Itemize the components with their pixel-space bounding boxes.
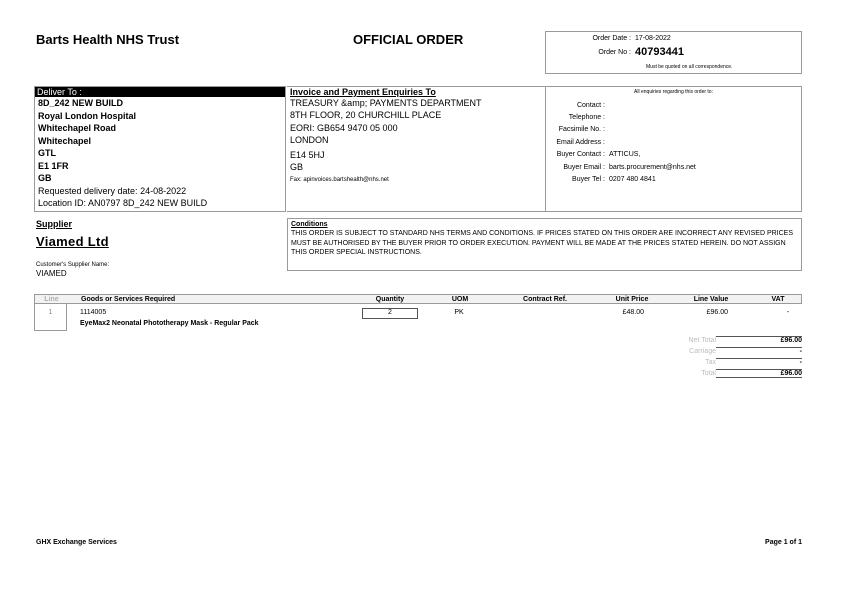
total-label: Total: [701, 370, 716, 377]
row-quantity: 2: [388, 309, 392, 316]
deliver-line: Royal London Hospital: [38, 110, 136, 121]
carriage-label: Carriage: [689, 348, 716, 355]
delivery-date: Requested delivery date: 24-08-2022: [38, 185, 187, 196]
doc-title: OFFICIAL ORDER: [353, 32, 464, 47]
table-row: [34, 304, 802, 332]
order-no: 40793441: [635, 46, 684, 58]
row-code: 1114005: [80, 309, 107, 316]
row-uom: PK: [454, 309, 464, 316]
deliver-line: Whitechapel: [38, 135, 92, 146]
col-line-value: Line Value: [693, 296, 729, 303]
enquiries-heading: All enquiries regarding this order to:: [634, 89, 713, 95]
invoice-fax: Fax: apinvoices.bartshealth@nhs.net: [290, 176, 389, 183]
net-total-value: £96.00: [716, 336, 802, 344]
row-unit-price: £48.00: [622, 309, 644, 316]
supplier-name: Viamed Ltd: [36, 234, 109, 249]
supplier-heading: Supplier: [36, 219, 73, 229]
deliver-box: [34, 86, 286, 212]
col-unit-price: Unit Price: [615, 296, 649, 303]
buyer-contact-value: ATTICUS,: [609, 151, 641, 158]
invoice-line: E14 5HJ: [290, 150, 325, 161]
buyer-tel-label: Buyer Tel :: [572, 176, 605, 183]
customer-supplier-name: VIAMED: [36, 269, 67, 278]
tax-value: -: [716, 358, 802, 366]
buyer-contact-label: Buyer Contact :: [556, 151, 605, 158]
total-value: £96.00: [716, 369, 802, 378]
email-label: Email Address :: [556, 139, 605, 146]
order-no-label: Order No :: [598, 49, 631, 56]
deliver-address: [35, 97, 285, 210]
invoice-heading: Invoice and Payment Enquiries To: [290, 87, 436, 97]
invoice-box: [287, 86, 546, 212]
col-quantity: Quantity: [375, 296, 405, 303]
footer-left: GHX Exchange Services: [36, 539, 117, 546]
net-total-label: Net Total: [688, 337, 716, 344]
invoice-line: EORI: GB654 9470 05 000: [290, 122, 398, 133]
footer-page: Page 1 of 1: [765, 539, 802, 546]
order-date: 17-08-2022: [635, 35, 671, 42]
order-date-label: Order Date :: [592, 35, 631, 42]
conditions-box: [287, 218, 802, 271]
quote-note: Must be quoted on all correspondence.: [646, 64, 733, 70]
table-header: [34, 294, 802, 304]
carriage-value: -: [716, 347, 802, 355]
trust-name: Barts Health NHS Trust: [36, 32, 180, 47]
tax-label: Tax: [705, 359, 716, 366]
invoice-line: LONDON: [290, 134, 329, 145]
conditions-text: THIS ORDER IS SUBJECT TO STANDARD NHS TERMS AND CONDITIONS. IF PRICES STATED ON THIS ORDER ARE INCORRECT ANY REVISED PRICES MUST BE AUTHORISED BY THE BUYER PRIOR TO ORDER EXECUTION. PAYMENT WILL BE MADE AT THE PRICES STATED HEREIN. DO NOT ASSIGN THIS ORDER SPECIAL INSTRUCTIONS.: [291, 230, 794, 256]
invoice-line: TREASURY &amp; PAYMENTS DEPARTMENT: [290, 98, 482, 108]
row-description: EyeMax2 Neonatal Phototherapy Mask - Regular Pack: [80, 320, 259, 327]
col-contract: Contract Ref.: [523, 296, 567, 303]
order-info-box: [545, 31, 802, 74]
deliver-line: E1 1FR: [38, 160, 69, 171]
col-uom: UOM: [451, 296, 469, 303]
row-line-value: £96.00: [706, 309, 728, 316]
contact-label: Contact :: [576, 102, 605, 109]
telephone-label: Telephone :: [568, 114, 605, 121]
buyer-email-value: barts.procurement@nhs.net: [609, 164, 696, 171]
deliver-line: 8D_242 NEW BUILD: [38, 98, 124, 108]
buyer-email-label: Buyer Email :: [563, 164, 605, 171]
row-vat: -: [786, 309, 790, 316]
col-vat: VAT: [771, 296, 785, 303]
deliver-line: GTL: [38, 148, 56, 158]
deliver-heading: Deliver To :: [35, 87, 285, 97]
customer-supplier-label: Customer's Supplier Name:: [36, 262, 110, 268]
conditions-heading: Conditions: [291, 221, 328, 228]
deliver-line: Whitechapel Road: [38, 123, 117, 133]
col-goods: Goods or Services Required: [81, 296, 176, 303]
enquiries-box: [546, 86, 802, 212]
invoice-line: GB: [290, 162, 304, 173]
buyer-tel-value: 0207 480 4841: [609, 176, 656, 183]
location-id: Location ID: AN0797 8D_242 NEW BUILD: [38, 198, 208, 208]
row-line: 1: [48, 309, 53, 316]
col-line: Line: [44, 296, 59, 303]
invoice-line: 8TH FLOOR, 20 CHURCHILL PLACE: [290, 110, 442, 121]
facsimile-label: Facsimile No. :: [558, 126, 605, 133]
invoice-address: [287, 97, 545, 186]
deliver-line: GB: [38, 173, 52, 183]
